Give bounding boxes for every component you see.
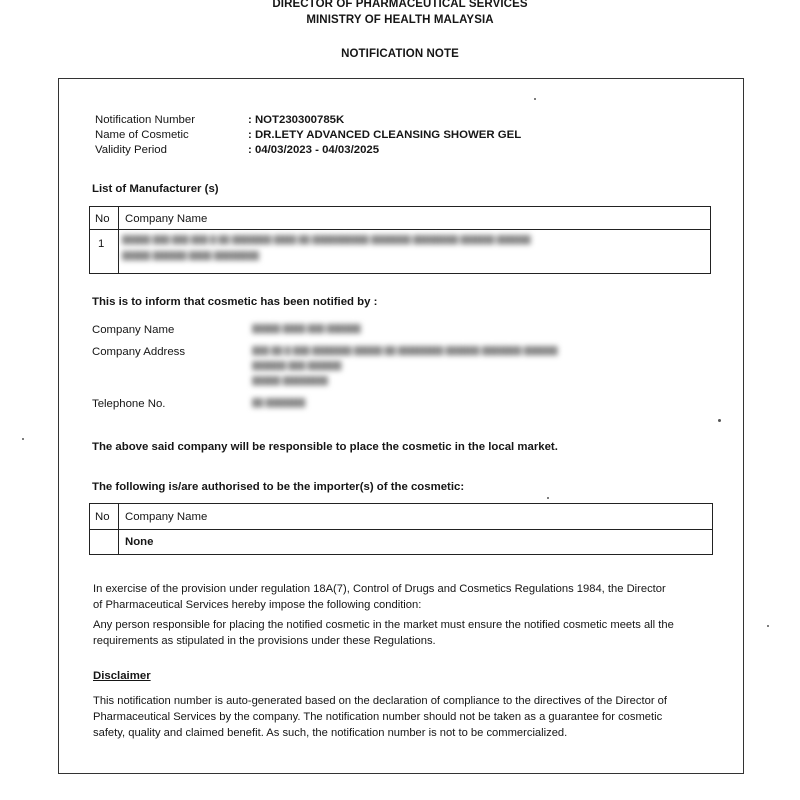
scan-speck	[534, 98, 536, 100]
importer-value: None	[125, 536, 154, 548]
condition-line-2: requirements as stipulated in the provisions under these Regulations.	[93, 635, 436, 647]
notified-by-heading: This is to inform that cosmetic has been notified by :	[92, 296, 378, 308]
redacted-company-name: █████ ████ ███ ██████	[252, 324, 361, 333]
disclaimer-line-2: Pharmaceutical Services by the company. The notification number should not be taken as a guarantee for cosmetic	[93, 711, 663, 723]
manufacturers-col-no: No	[95, 213, 110, 225]
condition-line-1: Any person responsible for placing the notified cosmetic in the market must ensure the notified cosmetic meets all the	[93, 619, 674, 631]
redacted-telephone: ██ ███████	[252, 398, 306, 407]
importers-heading: The following is/are authorised to be the importer(s) of the cosmetic:	[92, 481, 465, 493]
importers-table	[89, 503, 713, 555]
disclaimer-heading: Disclaimer	[93, 670, 151, 682]
manufacturer-row-no: 1	[98, 238, 105, 250]
manufacturers-heading: List of Manufacturer (s)	[92, 183, 219, 195]
scan-speck	[22, 438, 24, 440]
cosmetic-name-value: : DR.LETY ADVANCED CLEANSING SHOWER GEL	[248, 129, 522, 141]
table-divider	[118, 504, 119, 554]
table-divider	[118, 207, 119, 273]
manufacturers-table	[89, 206, 711, 274]
redacted-manufacturer-name: █████ ███ ███ ███ █ ██ ███████ ████ ██ ██████████ ███████ ████████ ██████ ██████	[122, 235, 531, 244]
scan-speck	[767, 625, 769, 627]
table-divider	[90, 529, 712, 530]
validity-period-label: Validity Period	[95, 144, 167, 156]
issuer-line-2: MINISTRY OF HEALTH MALAYSIA	[306, 14, 494, 26]
redacted-address-line-2: ██████ ███ ██████	[252, 361, 342, 370]
scan-speck	[718, 419, 721, 422]
responsibility-statement: The above said company will be responsible to place the cosmetic in the local market.	[92, 441, 558, 453]
redacted-manufacturer-address: █████ ██████ ████ ████████	[122, 251, 260, 260]
provision-line-2: of Pharmaceutical Services hereby impose the following condition:	[93, 599, 422, 611]
redacted-address-line-3: █████ ████████	[252, 376, 328, 385]
scan-speck	[547, 497, 549, 499]
importers-col-no: No	[95, 511, 110, 523]
telephone-label: Telephone No.	[92, 398, 166, 410]
importers-col-name: Company Name	[125, 511, 208, 523]
provision-line-1: In exercise of the provision under regulation 18A(7), Control of Drugs and Cosmetics Regulations 1984, the Director	[93, 583, 666, 595]
notification-number-value: : NOT230300785K	[248, 114, 345, 126]
validity-period-value: : 04/03/2023 - 04/03/2025	[248, 144, 380, 156]
disclaimer-line-1: This notification number is auto-generated based on the declaration of compliance to the directives of the Director of	[93, 695, 667, 707]
company-name-label: Company Name	[92, 324, 175, 336]
redacted-address-line-1: ███ ██ █ ███ ███████ █████ ██ ████████ ██████ ███████ ██████	[252, 346, 558, 355]
document-title: NOTIFICATION NOTE	[341, 48, 459, 60]
table-divider	[90, 229, 710, 230]
company-address-label: Company Address	[92, 346, 186, 358]
manufacturers-col-name: Company Name	[125, 213, 208, 225]
issuer-line-1: DIRECTOR OF PHARMACEUTICAL SERVICES	[272, 0, 528, 10]
notification-number-label: Notification Number	[95, 114, 196, 126]
disclaimer-line-3: safety, quality and claimed benefit. As such, the notification number is not to be commercialized.	[93, 727, 568, 739]
cosmetic-name-label: Name of Cosmetic	[95, 129, 189, 141]
